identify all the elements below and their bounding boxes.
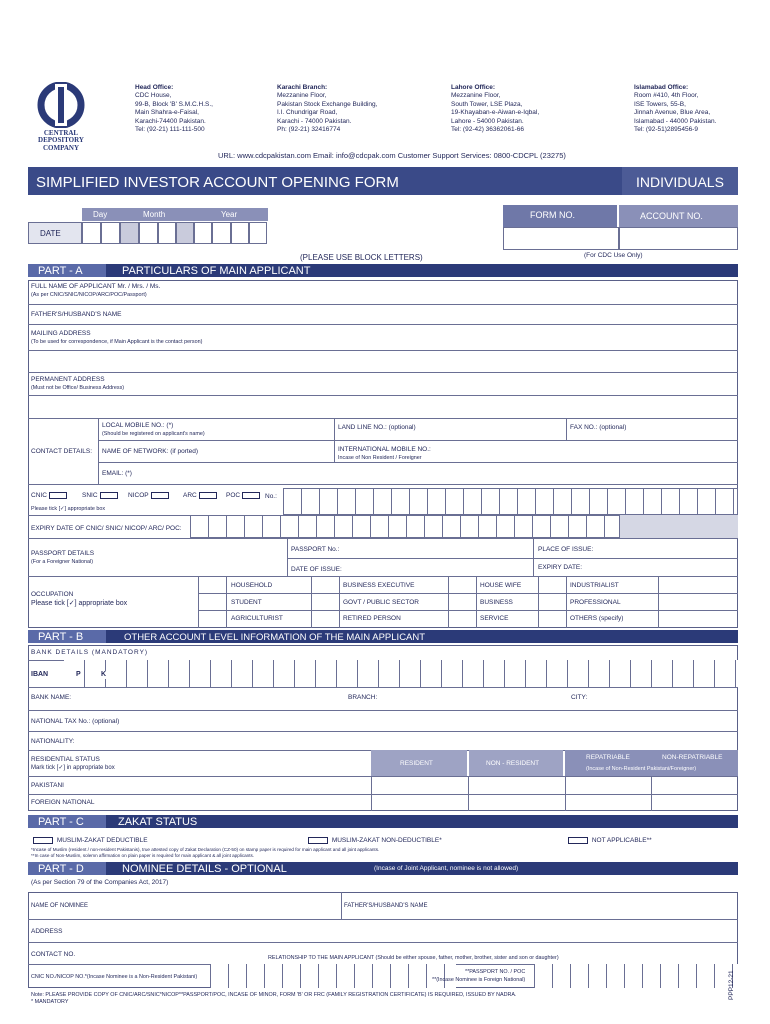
expiry-label: EXPIRY DATE OF CNIC/ SNIC/ NICOP/ ARC/ POC: [31,525,182,532]
id-type-arc[interactable] [183,492,219,500]
contact-details-label: CONTACT DETAILS: [31,448,93,455]
mailing-address-label: MAILING ADDRESS [31,330,91,337]
islamabad-line: Room #410, 4th Floor, [634,92,699,100]
id-number-cells[interactable] [283,488,738,515]
part-b-title: OTHER ACCOUNT LEVEL INFORMATION OF THE MAIN APPLICANT [124,632,426,643]
cdc-logo [25,82,97,152]
checkbox[interactable] [242,492,260,499]
expiry-date-label: EXPIRY DATE: [538,564,583,571]
part-a-tag: PART - A [38,265,83,277]
part-a-title: PARTICULARS OF MAIN APPLICANT [122,265,311,277]
karachi-line: Ph: (92-21) 32416774 [277,126,341,134]
checkbox[interactable] [568,837,588,844]
zakat-note-2: **In case of Non-Muslim, solemn affirmation on plain paper is required for main applicant & all joint applicants. [31,853,255,858]
checkbox[interactable] [151,492,169,499]
islamabad-line: ISE Towers, 55-B, [634,100,686,108]
nationality-label: NATIONALITY: [31,738,75,745]
occupation-option[interactable]: BUSINESS [480,599,513,606]
form-no-field[interactable] [503,227,619,250]
part-c-tag: PART - C [38,816,84,828]
karachi-line: Karachi - 74000 Pakistan. [277,117,352,125]
nominee-passport-label: **PASSPORT NO. / POC [465,969,526,975]
land-line-label: LAND LINE NO.: (optional) [338,424,416,431]
passport-details-sub: (For a Foreigner National) [31,559,94,565]
occupation-option[interactable]: HOUSEHOLD [231,582,273,589]
form-title: SIMPLIFIED INVESTOR ACCOUNT OPENING FORM [36,174,399,191]
father-name-label: FATHER'S/HUSBAND'S NAME [31,311,122,318]
nominee-contact-label: CONTACT NO. [31,951,76,958]
place-of-issue-label: PLACE OF ISSUE: [538,546,594,553]
occupation-option[interactable]: INDUSTRIALIST [570,582,619,589]
iban-cells[interactable] [64,660,738,687]
islamabad-title: Islamabad Office: [634,84,689,91]
nominee-passport-cells[interactable] [534,964,738,988]
checkbox[interactable] [199,492,217,499]
nominee-cnic-label: CNIC NO./NICOP NO.*(Incase Nominee is a Non-Resident Pakistani) [31,974,198,980]
zakat-non-deductible-option[interactable] [306,837,442,845]
nominee-address-label: ADDRESS [31,928,63,935]
occupation-option[interactable]: PROFESSIONAL [570,599,621,606]
date-digit[interactable] [249,222,267,244]
date-digit[interactable] [194,222,212,244]
local-mobile-label: LOCAL MOBILE NO.: (*) [102,422,174,429]
iban-label: IBAN [31,671,49,678]
occupation-sub: Please tick [✓] appropriate box [31,600,128,607]
occupation-option[interactable]: GOVT / PUBLIC SECTOR [343,599,419,606]
head-office-line: Karachi-74400 Pakistan. [135,117,206,125]
date-day-label: Day [93,210,108,219]
date-digit[interactable] [101,222,120,244]
iban-k: K [101,671,107,678]
lahore-line: 19-Khayaban-e-Aiwan-e-Iqbal, [451,109,540,117]
occupation-option[interactable]: AGRICULTURIST [231,615,283,622]
form-no-label: FORM NO. [530,210,575,220]
title-right: INDIVIDUALS [636,174,724,190]
iban-p: P [76,671,81,678]
date-digit[interactable] [158,222,176,244]
lahore-title: Lahore Office: [451,84,496,91]
part-c-title: ZAKAT STATUS [118,816,198,828]
city-label: CITY: [571,694,588,701]
please-tick-note: Please tick [✓] appropriate box [31,506,106,512]
zakat-deductible-option[interactable] [31,837,148,845]
date-digit[interactable] [231,222,249,244]
zakat-note-1: *Incase of Muslim (resident / non-resident Pakistanis), true attested copy of Zakat Declaration (CZ-50) on stamp paper is required for main applicant and all joint applicants. [31,847,380,852]
contact-line: URL: www.cdcpakistan.com Email: info@cdcpak.com Customer Support Services: 0800-CDCPL (23275) [218,151,566,160]
nominee-name-label: NAME OF NOMINEE [31,903,89,909]
checkbox[interactable] [100,492,118,499]
zakat-na-label: NOT APPLICABLE** [591,837,652,845]
head-office-line: Main Shahra-e-Faisal, [135,109,199,117]
occupation-option[interactable]: STUDENT [231,599,262,606]
permanent-address-label: PERMANENT ADDRESS [31,376,105,383]
expiry-shaded [620,515,738,538]
occupation-option[interactable]: BUSINESS EXECUTIVE [343,582,415,589]
block-letters-note: (PLEASE USE BLOCK LETTERS) [300,253,423,262]
id-type-label: NICOP [128,492,149,500]
repatriable-note: (Incase of Non-Resident Pakistani/Foreigner) [586,766,697,772]
repatriable-label: REPATRIABLE [586,754,630,761]
checkbox[interactable] [308,837,328,844]
islamabad-line: Islamabad - 44000 Pakistan. [634,117,717,125]
date-month-label: Month [143,210,166,219]
part-d-tag: PART - D [38,863,84,875]
mailing-address-sub: (To be used for correspondence, if Main Applicant is the contact person) [31,339,203,345]
karachi-line: Pakistan Stock Exchange Building, [277,100,378,108]
id-type-label: SNIC [82,492,98,500]
intl-mobile-label: INTERNATIONAL MOBILE NO.: [338,446,431,453]
local-mobile-sub: (Should be registered on applicant's name) [102,431,205,437]
account-no-label: ACCOUNT NO. [640,211,703,221]
lahore-line: Mezzanine Floor, [451,92,501,100]
pakistani-label: PAKISTANI [31,782,64,789]
full-name-label: FULL NAME OF APPLICANT Mr. / Mrs. / Ms. [31,283,161,290]
part-d-title: NOMINEE DETAILS - OPTIONAL [122,863,287,875]
logo-text-3: COMPANY [42,143,80,152]
footnote: Note: PLEASE PROVIDE COPY OF CNIC/ARC/SNIC*NICOP**PASSPORT/POC, INCASE OF MINOR, FORM 'B' OR FRC (FAMILY REGISTRATION CERTIFICATE) IS REQUIRED, ISSUED BY NADRA. [31,992,517,998]
account-no-field[interactable] [619,227,738,250]
expiry-cells[interactable] [190,515,620,538]
islamabad-line: Tel: (92-51)2895456-9 [634,126,698,134]
head-office-line: Tel: (92-21) 111-111-500 [135,126,205,134]
lahore-line: Lahore - 54000 Pakistan. [451,117,524,125]
network-label: NAME OF NETWORK: (if ported) [102,448,199,455]
zakat-deductible-label: MUSLIM-ZAKAT DEDUCTIBLE [56,837,148,845]
logo-text-2: DEPOSITORY [38,136,84,145]
side-code: PPP12-21 [728,970,735,1000]
head-office-title: Head Office: [135,84,174,91]
logo-text-1: CENTRAL [43,129,79,137]
companies-act-note: (As per Section 79 of the Companies Act, 2017) [31,879,169,886]
id-type-label: POC [226,492,241,500]
non-resident-label: NON - RESIDENT [486,760,540,767]
id-type-label: ARC [183,492,197,500]
karachi-branch-block [277,84,377,135]
occupation-option[interactable]: RETIRED PERSON [343,615,401,622]
ntn-label: NATIONAL TAX No.: (optional) [31,718,120,725]
date-label: DATE [40,229,61,238]
foreign-national-label: FOREIGN NATIONAL [31,799,95,806]
mandatory-note: * MANDATORY [31,999,69,1005]
date-of-issue-label: DATE OF ISSUE: [291,566,342,573]
nominee-relationship-label: RELATIONSHIP TO THE MAIN APPLICANT (Should be either spouse, father, mother, brother, sister and son or daughter) [268,955,559,961]
date-year-label: Year [221,210,238,219]
email-label: EMAIL: (*) [102,470,132,477]
passport-details-label: PASSPORT DETAILS [31,550,95,557]
id-no-label: No.: [265,493,277,500]
lahore-line: South Tower, LSE Plaza, [451,100,523,108]
head-office-line: CDC House, [135,92,172,100]
islamabad-line: Jinnah Avenue, Blue Area, [634,109,711,117]
occupation-option[interactable]: OTHERS (specify) [570,615,624,622]
part-b-tag: PART - B [38,631,84,643]
karachi-line: I.I. Chundrigar Road, [277,109,338,117]
date-header-bar [82,208,268,221]
lahore-office-block [451,84,539,135]
residential-status-sub: Mark tick [✓] in appropriate box [31,765,115,771]
islamabad-office-block [634,84,716,135]
zakat-na-option[interactable] [566,837,652,845]
cdc-logo-icon [25,82,97,128]
occupation-option[interactable]: SERVICE [480,615,509,622]
bank-details-label: BANK DETAILS (MANDATORY) [31,649,149,656]
date-separator [176,222,194,244]
nominee-cnic-cells[interactable] [210,964,456,988]
id-type-cnic[interactable] [31,492,69,500]
lahore-line: Tel: (92-42) 36362061-66 [451,126,524,134]
branch-label: BRANCH: [348,694,378,701]
id-type-nicop[interactable] [128,492,171,500]
part-d-note: (Incase of Joint Applicant, nominee is not allowed) [374,865,519,872]
resident-label: RESIDENT [400,760,433,767]
checkbox[interactable] [33,837,53,844]
date-digit[interactable] [139,222,158,244]
zakat-non-deductible-label: MUSLIM-ZAKAT NON-DEDUCTIBLE* [331,837,442,845]
date-separator [120,222,139,244]
nominee-father-label: FATHER'S/HUSBAND'S NAME [344,903,428,909]
checkbox[interactable] [49,492,67,499]
non-repatriable-label: NON-REPATRIABLE [662,754,723,761]
id-type-snic[interactable] [82,492,120,500]
bank-name-label: BANK NAME: [31,694,72,701]
nominee-passport-sub: **(Incase Nominee is Foreign National) [432,977,526,983]
head-office-block [135,84,213,135]
head-office-line: 99-B, Block 'B' S.M.C.H.S., [135,100,213,108]
date-digit[interactable] [212,222,231,244]
occupation-label: OCCUPATION [31,591,74,598]
passport-no-label: PASSPORT No.: [291,546,340,553]
karachi-title: Karachi Branch: [277,84,328,91]
karachi-line: Mezzanine Floor, [277,92,327,100]
id-type-poc[interactable] [226,492,262,500]
cdc-use-note: (For CDC Use Only) [584,252,643,259]
full-name-sub: (As per CNIC/SNIC/NICOP/ARC/POC/Passport) [31,292,147,298]
intl-mobile-sub: Incase of Non Resident / Foreigner [338,455,422,461]
residential-status-label: RESIDENTIAL STATUS [31,756,100,763]
fax-label: FAX NO.: (optional) [570,424,627,431]
id-type-label: CNIC [31,492,47,500]
permanent-address-sub: (Must not be Office/ Business Address) [31,385,125,391]
date-digit[interactable] [82,222,101,244]
occupation-option[interactable]: HOUSE WIFE [480,582,522,589]
